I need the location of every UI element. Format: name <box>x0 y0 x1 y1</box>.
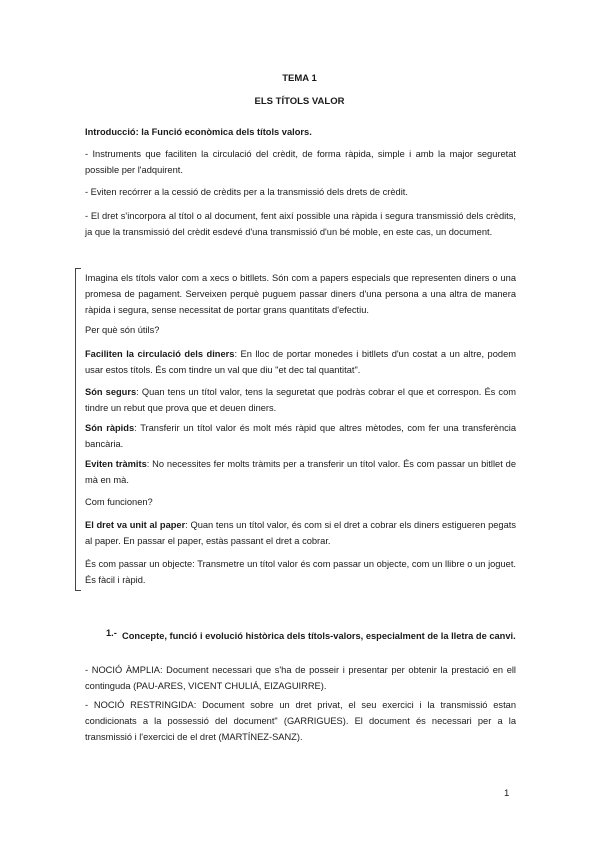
how-1-label: El dret va unit al paper <box>85 520 186 530</box>
note-benefit-1 <box>85 346 516 378</box>
intro-point-3: - El dret s'incorpora al títol o al document, fent així possible una ràpida i segura transmissió dels crèdits, ja que la transmissió del crèdit esdevé d'una transmissió d'un bé moble, en este cas, un document. <box>85 211 516 237</box>
page-title: ELS TÍTOLS VALOR <box>254 96 345 107</box>
benefit-4-text: : No necessites fer molts tràmits per a transferir un títol valor. És com passar un bitllet de mà en mà. <box>85 459 516 485</box>
note-paragraph-1: Imagina els títols valor com a xecs o bitllets. Són com a papers especials que representen diners o una promesa de pagament. Serveixen perquè puguem passar diners d'una persona a una altra de manera ràpida i segura, sense necessitat de portar grans quantitats d'efectiu. <box>85 273 516 315</box>
benefit-3-text: : Transferir un títol valor és molt més ràpid que altres mètodes, com fer una transferència bancària. <box>85 423 517 449</box>
intro-point-2: - Eviten recórrer a la cessió de crèdits per a la transmissió dels drets de crèdit. <box>85 187 408 197</box>
note-paragraph-last: És com passar un objecte: Transmetre un títol valor és com passar un objecte, com un llibre o un joguet. És fàcil i ràpid. <box>85 559 516 585</box>
tema-label: TEMA 1 <box>282 73 317 84</box>
note-question-1: Per què són útils? <box>85 325 160 335</box>
section-number: 1.- <box>106 628 117 638</box>
intro-point-1: - Instruments que faciliten la circulació del crèdit, de forma ràpida, simple i amb la major seguretat possible per l'adquirent. <box>85 149 516 175</box>
note-benefit-4 <box>85 456 516 488</box>
intro-heading: Introducció: la Funció econòmica dels títols valors. <box>85 127 312 137</box>
page-number: 1 <box>504 788 510 799</box>
section-paragraph-1: - NOCIÓ ÀMPLIA: Document necessari que s'ha de posseir i presentar per obtenir la prestació en ell continguda (PAU-ARES, VICENT CHULIÁ, EIZAGUIRRE). <box>85 665 516 691</box>
note-how-1 <box>85 517 516 549</box>
section-paragraph-2: - NOCIÓ RESTRINGIDA: Document sobre un dret privat, el seu exercici i la transmissió estan condicionats a la possessió del document" (GARRIGUES). El document és necessari per a la transmissió i l'exercici de el dret (MARTÍNEZ-SANZ). <box>85 700 516 742</box>
benefit-4-label: Eviten tràmits <box>85 459 147 469</box>
benefit-2-label: Són segurs <box>85 387 137 397</box>
how-1-text: : Quan tens un títol valor, és com si el dret a cobrar els diners estigueren pegats al paper. En passar el paper, estàs passant el dret a cobrar. <box>85 520 516 546</box>
note-benefit-3 <box>85 420 516 452</box>
note-question-2: Com funcionen? <box>85 497 153 507</box>
note-benefit-2 <box>85 384 516 416</box>
benefit-2-text: : Quan tens un títol valor, tens la seguretat que podràs cobrar el que et correspon. És com tindre un rebut que prova que et deuen diners. <box>85 387 516 413</box>
benefit-1-label: Faciliten la circulació dels diners <box>85 349 235 359</box>
note-bracket <box>75 268 81 591</box>
section-title: Concepte, funció i evolució històrica dels títols-valors, especialment de la lletra de canvi. <box>122 631 516 641</box>
benefit-3-label: Són ràpids <box>85 423 135 433</box>
benefit-1-text: : En lloc de portar monedes i bitllets d'un costat a un altre, podem usar estos títols. És com tindre un val que diu "et dec tal quantitat". <box>85 349 516 375</box>
